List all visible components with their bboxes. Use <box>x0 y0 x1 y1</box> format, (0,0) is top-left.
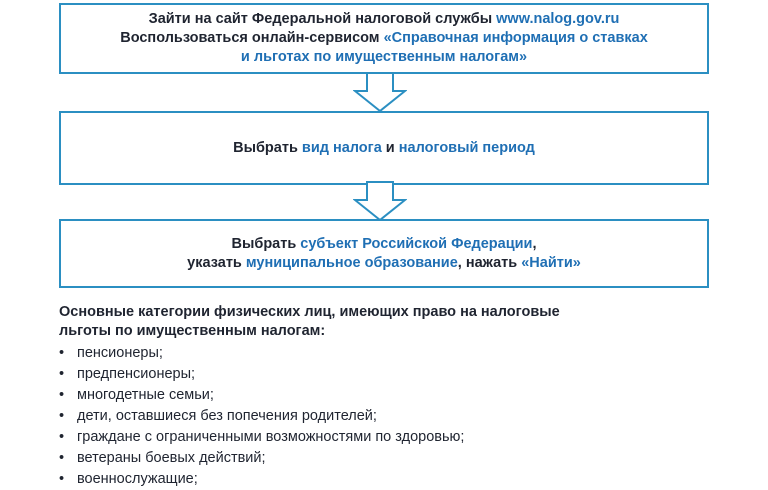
step3-text: указать <box>187 254 246 271</box>
step1-line1 <box>149 10 620 29</box>
benefit-categories <box>59 303 739 490</box>
reference-service-name-cont[interactable]: и льготах по имущественным налогам» <box>240 49 528 65</box>
tax-period-term: налоговый период <box>398 139 535 156</box>
step-box-select-tax <box>59 111 709 185</box>
list-item-text: граждане с ограниченными возможностями по здоровью; <box>77 429 465 445</box>
list-item <box>59 364 739 385</box>
bullet-icon: • <box>59 408 65 424</box>
categories-title-line: Основные категории физических лиц, имеющих право на налоговые <box>59 304 560 320</box>
step-box-select-region <box>59 219 709 288</box>
list-item <box>59 385 739 406</box>
municipality-term: муниципальное образование <box>245 254 458 271</box>
bullet-icon: • <box>59 387 65 403</box>
bullet-icon: • <box>59 345 65 361</box>
bullet-icon: • <box>59 450 65 466</box>
step1-line2 <box>120 29 648 48</box>
categories-title-line: льготы по имущественным налогам: <box>59 323 326 339</box>
down-arrow-icon <box>353 72 407 112</box>
region-term: субъект Российской Федерации <box>300 235 533 252</box>
list-item-text: дети, оставшиеся без попечения родителей; <box>77 408 377 424</box>
down-arrow-icon <box>353 181 407 221</box>
list-item-text: предпенсионеры; <box>77 366 196 382</box>
step1-text: Воспользоваться онлайн-сервисом <box>120 30 384 46</box>
find-button-label: «Найти» <box>521 254 581 271</box>
step-box-visit-site <box>59 3 709 74</box>
step2-text: Выбрать <box>233 139 302 156</box>
list-item <box>59 448 739 469</box>
nalog-site-link[interactable]: www.nalog.gov.ru <box>496 11 620 27</box>
step3-text: , <box>532 235 537 252</box>
reference-service-name[interactable]: «Справочная информация о ставках <box>383 30 648 46</box>
step3-text: , нажать <box>457 254 522 271</box>
list-item-text: пенсионеры; <box>77 345 163 361</box>
tax-type-term: вид налога <box>301 139 382 156</box>
step1-text: Зайти на сайт Федеральной налоговой службы <box>148 11 497 27</box>
list-item-text: многодетные семьи; <box>77 387 214 403</box>
step1-line3 <box>241 48 527 67</box>
list-item <box>59 343 739 364</box>
list-item <box>59 406 739 427</box>
categories-title <box>59 303 739 341</box>
list-item-text: ветераны боевых действий; <box>77 450 266 466</box>
bullet-icon: • <box>59 429 65 445</box>
bullet-icon: • <box>59 366 65 382</box>
step3-text: Выбрать <box>231 235 301 252</box>
bullet-icon: • <box>59 471 65 487</box>
list-item-text: военнослужащие; <box>77 471 198 487</box>
step2-line <box>233 139 535 158</box>
step3-line2 <box>187 254 581 273</box>
categories-list <box>59 343 739 490</box>
step2-text: и <box>381 139 399 156</box>
list-item <box>59 427 739 448</box>
step3-line1 <box>232 235 537 254</box>
